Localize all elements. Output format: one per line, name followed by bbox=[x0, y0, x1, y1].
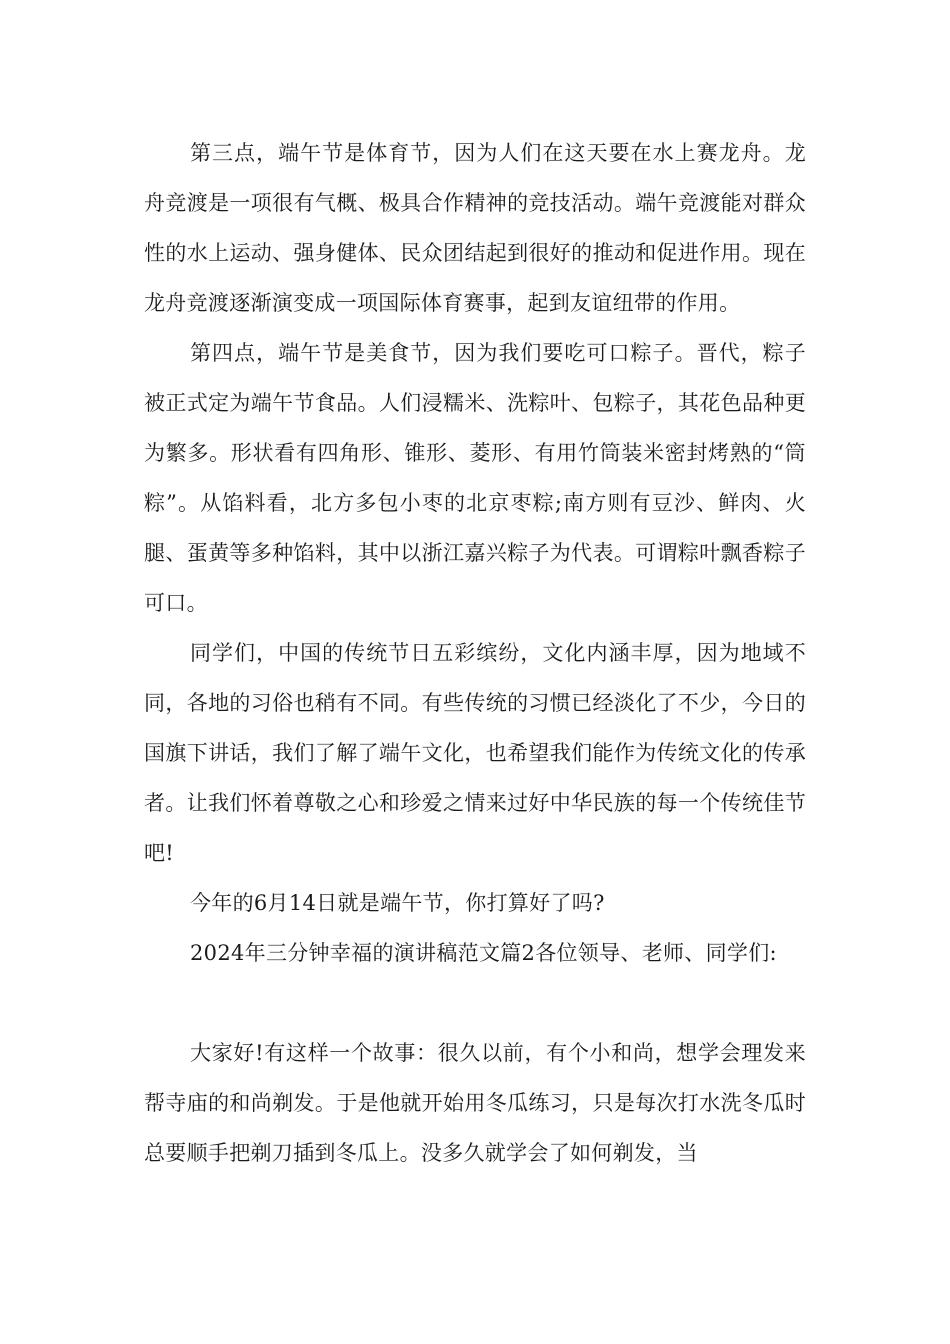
paragraph-spacer bbox=[144, 978, 806, 1028]
document-page bbox=[144, 128, 806, 1178]
paragraph-dragon-boat: 第三点，端午节是体育节，因为人们在这天要在水上赛龙舟。龙舟竞渡是一项很有气概、极具合作精神的竞技活动。端午竞渡能对群众性的水上运动、强身健体、民众团结起到很好的推动和促进作用。现在龙舟竞渡逐渐演变成一项国际体育赛事，起到友谊纽带的作用。 bbox=[144, 141, 806, 315]
paragraph-story: 大家好!有这样一个故事：很久以前，有个小和尚，想学会理发来帮寺庙的和尚剃发。于是他就开始用冬瓜练习，只是每次打水洗冬瓜时总要顺手把剃刀插到冬瓜上。没多久就学会了如何剃发，当 bbox=[144, 1041, 806, 1165]
paragraph-festival-date: 今年的6月14日就是端午节，你打算好了吗? bbox=[190, 891, 605, 915]
paragraph-tradition: 同学们，中国的传统节日五彩缤纷，文化内涵丰厚，因为地域不同，各地的习俗也稍有不同。有些传统的习惯已经淡化了不少，今日的国旗下讲话，我们了解了端午文化，也希望我们能作为传统文化的传承者。让我们怀着尊敬之心和珍爱之情来过好中华民族的每一个传统佳节吧! bbox=[144, 641, 806, 865]
paragraph-zongzi: 第四点，端午节是美食节，因为我们要吃可口粽子。晋代，粽子被正式定为端午节食品。人们浸糯米、洗粽叶、包粽子，其花色品种更为繁多。形状看有四角形、锥形、菱形、有用竹筒装米密封烤熟的“筒粽”。从馅料看，北方多包小枣的北京枣粽;南方则有豆沙、鲜肉、火腿、蛋黄等多种馅料，其中以浙江嘉兴粽子为代表。可谓粽叶飘香粽子可口。 bbox=[144, 341, 806, 615]
speech-heading: 2024年三分钟幸福的演讲稿范文篇2各位领导、老师、同学们: bbox=[190, 941, 777, 965]
